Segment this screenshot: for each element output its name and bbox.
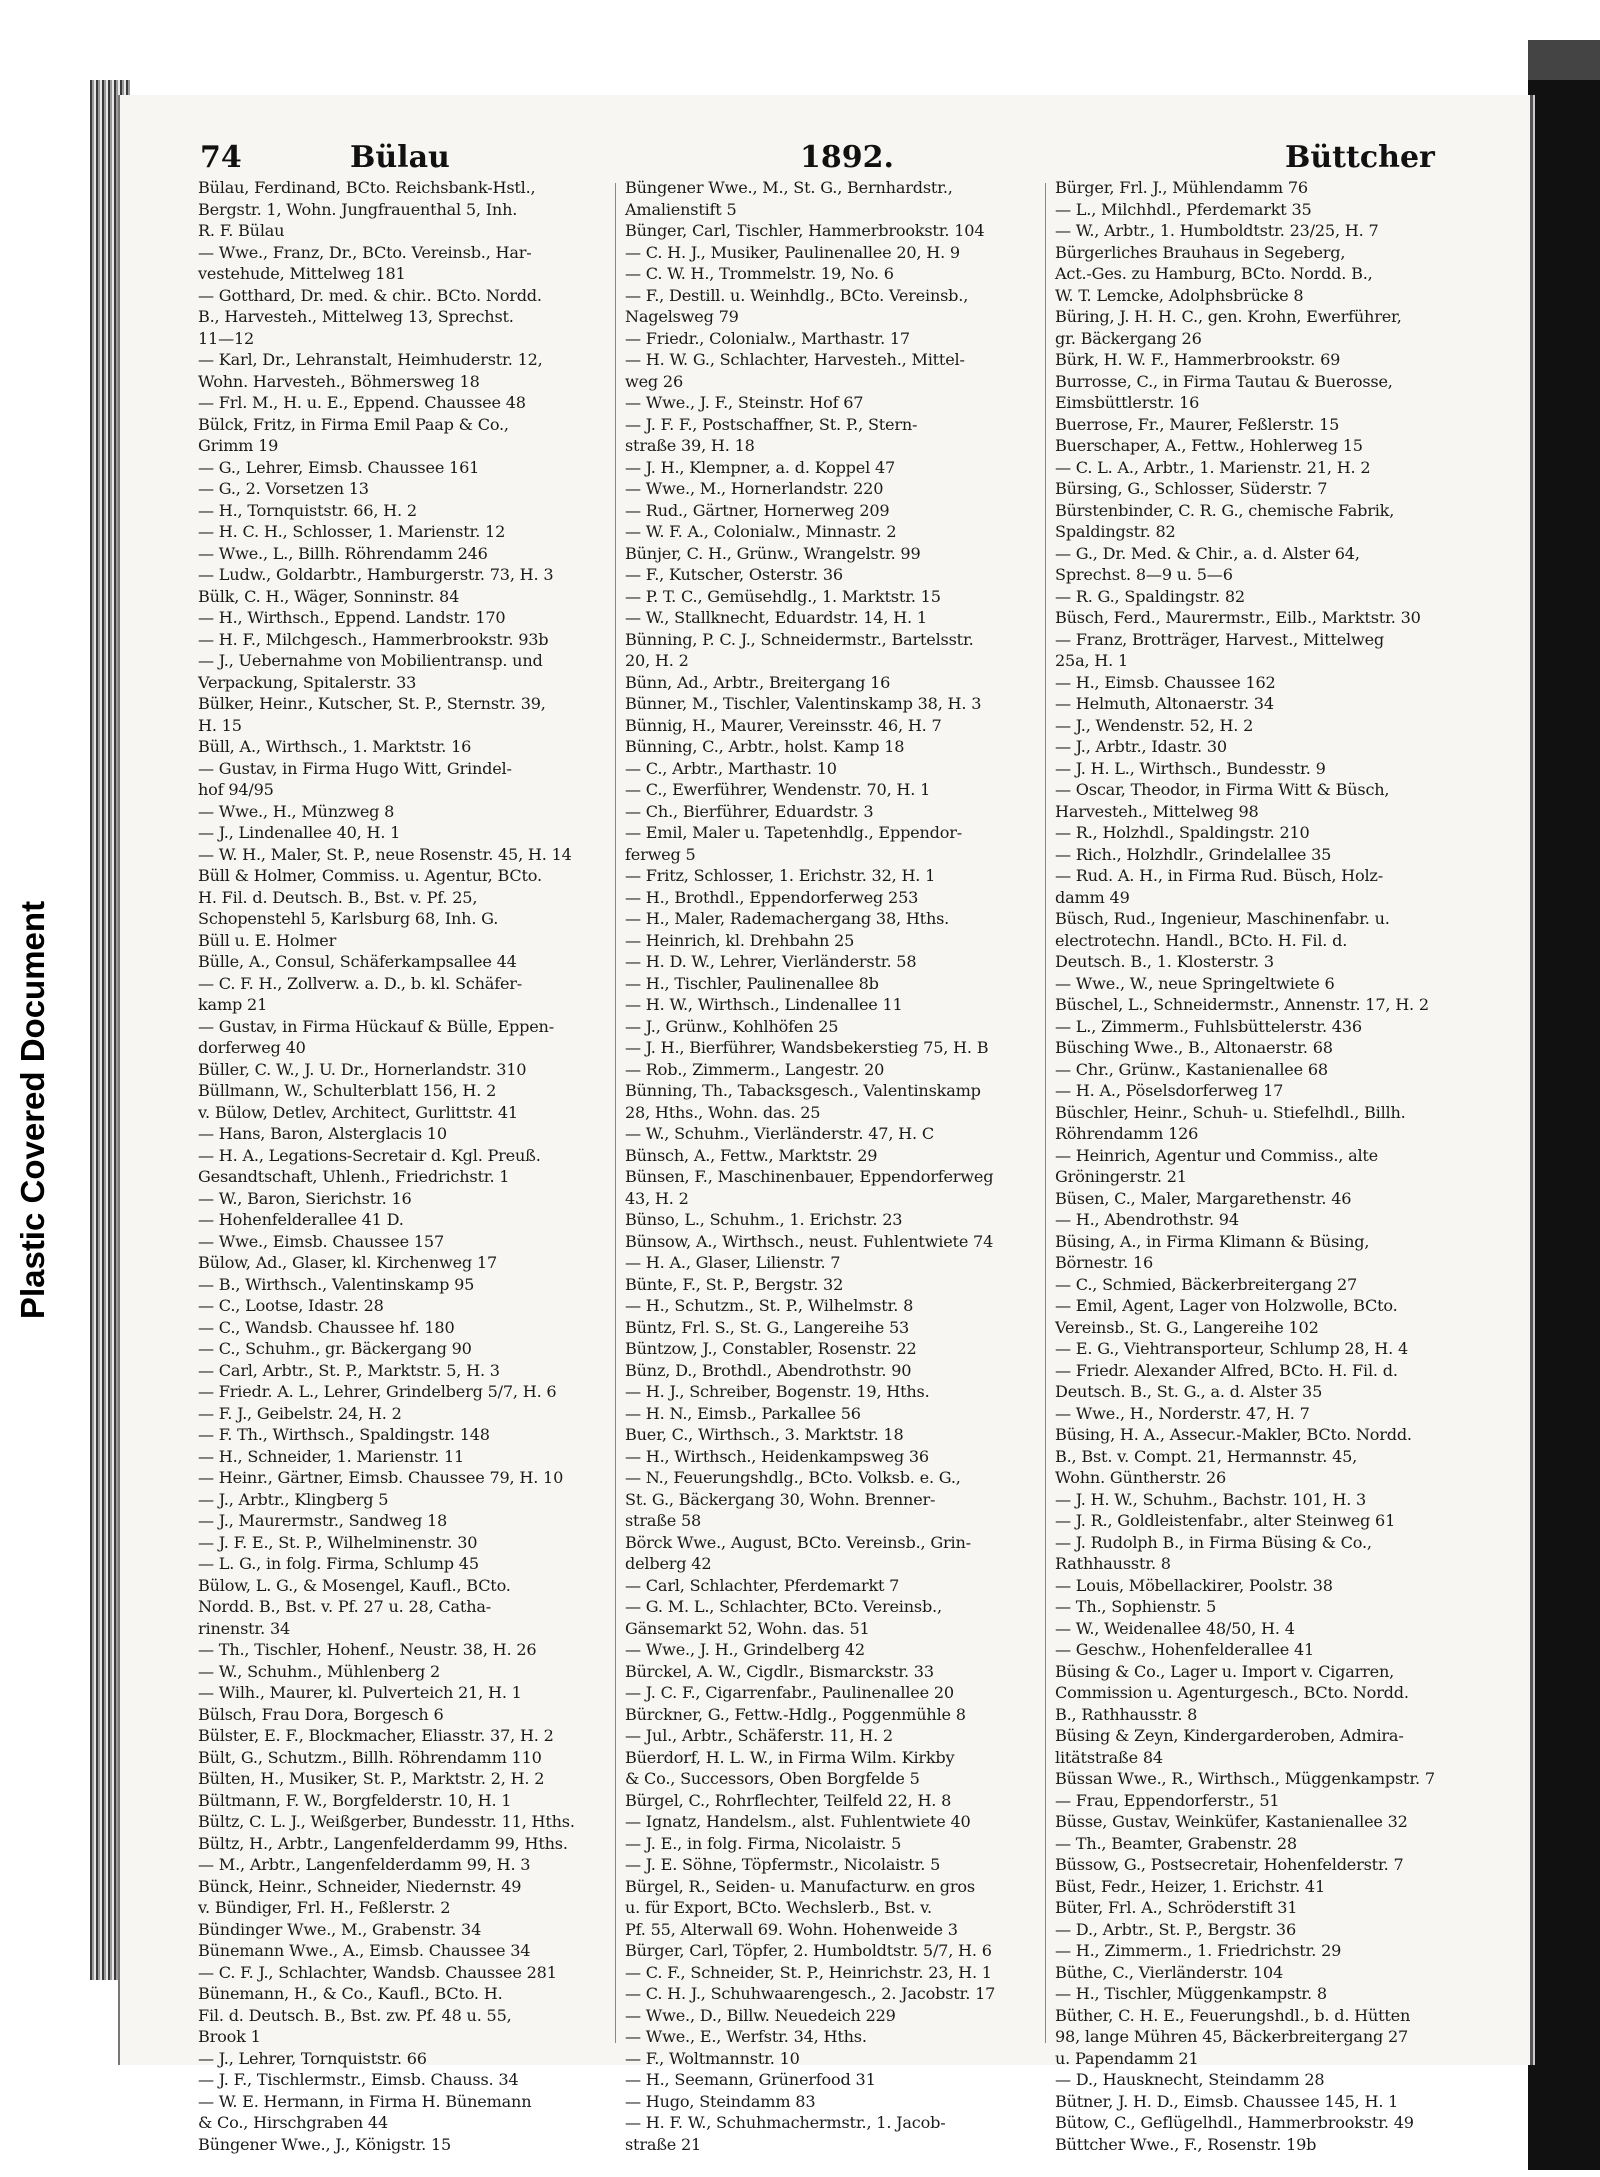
directory-line: Spaldingstr. 82	[1055, 522, 1176, 541]
directory-line: Börck Wwe., August, BCto. Vereinsb., Grin-	[625, 1532, 971, 1552]
directory-line: — Wwe., W., neue Springeltwiete 6	[1055, 973, 1335, 993]
directory-line: — Th., Beamter, Grabenstr. 28	[1055, 1833, 1297, 1853]
side-label: Plastic Covered Document	[14, 900, 51, 1320]
directory-line: — Wwe., Franz, Dr., BCto. Vereinsb., Har-	[198, 242, 532, 262]
directory-line: — F., Kutscher, Osterstr. 36	[625, 565, 843, 584]
directory-line: rinenstr. 34	[198, 1618, 291, 1638]
directory-line: — P. T. C., Gemüsehdlg., 1. Marktstr. 15	[625, 586, 941, 606]
directory-line: Bürk, H. W. F., Hammerbrookstr. 69	[1055, 350, 1341, 369]
directory-line: H. 15	[198, 715, 242, 735]
directory-line: & Co., Hirschgraben 44	[198, 2113, 388, 2132]
directory-line: Bültz, H., Arbtr., Langenfelderdamm 99, Hths.	[198, 1833, 568, 1853]
directory-line: — C. F. H., Zollverw. a. D., b. kl. Schäfer-	[198, 973, 523, 993]
directory-line: Büntz, Frl. S., St. G., Langereihe 53	[625, 1317, 910, 1337]
directory-line: Bünemann Wwe., A., Eimsb. Chaussee 34	[198, 1941, 531, 1960]
directory-line: — D., Hausknecht, Steindamm 28	[1055, 2070, 1325, 2089]
directory-line: — Ch., Bierführer, Eduardstr. 3	[625, 801, 874, 821]
directory-line: 25a, H. 1	[1055, 651, 1129, 670]
directory-line: — Ignatz, Handelsm., alst. Fuhlentwiete 40	[625, 1812, 971, 1831]
directory-line: — J., Arbtr., Idastr. 30	[1055, 737, 1227, 756]
directory-line: — H. J., Schreiber, Bogenstr. 19, Hths.	[625, 1382, 930, 1401]
directory-line: — H. C. H., Schlosser, 1. Marienstr. 12	[198, 522, 506, 541]
directory-line: — C. L. A., Arbtr., 1. Marienstr. 21, H. 2	[1055, 457, 1371, 477]
directory-line: — J. F. F., Postschaffner, St. P., Stern-	[625, 414, 918, 434]
directory-line: — Louis, Möbellackirer, Poolstr. 38	[1055, 1575, 1333, 1595]
directory-line: — J., Lehrer, Tornquiststr. 66	[198, 2048, 427, 2068]
directory-line: Büschler, Heinr., Schuh- u. Stiefelhdl., Billh.	[1055, 1102, 1406, 1122]
directory-line: Bünz, D., Brothdl., Abendrothstr. 90	[625, 1360, 912, 1380]
directory-line: St. G., Bäckergang 30, Wohn. Brenner-	[625, 1489, 936, 1509]
directory-line: Büerdorf, H. L. W., in Firma Wilm. Kirkby	[625, 1747, 955, 1767]
directory-line: Büssan Wwe., R., Wirthsch., Müggenkampstr. 7	[1055, 1769, 1435, 1788]
directory-line: — H., Seemann, Grünerfood 31	[625, 2070, 876, 2089]
directory-line: Gröningerstr. 21	[1055, 1167, 1187, 1186]
directory-line: B., Bst. v. Compt. 21, Hermannstr. 45,	[1055, 1446, 1358, 1466]
directory-line: — Th., Sophienstr. 5	[1055, 1597, 1217, 1616]
directory-line: Büst, Fedr., Heizer, 1. Erichstr. 41	[1055, 1876, 1325, 1896]
directory-line: Eimsbüttlerstr. 16	[1055, 393, 1200, 412]
directory-line: — B., Wirthsch., Valentinskamp 95	[198, 1274, 475, 1294]
header-right-keyword: Büttcher	[1285, 140, 1435, 175]
directory-line: — Ludw., Goldarbtr., Hamburgerstr. 73, H. 3	[198, 565, 554, 584]
directory-line: — H., Tornquiststr. 66, H. 2	[198, 500, 417, 520]
directory-line: Bürsing, G., Schlosser, Süderstr. 7	[1055, 479, 1328, 498]
directory-line: Bülten, H., Musiker, St. P., Marktstr. 2, H. 2	[198, 1769, 545, 1788]
directory-line: vestehude, Mittelweg 181	[198, 264, 406, 283]
directory-line: damm 49	[1055, 887, 1130, 907]
directory-line: — C., Arbtr., Marthastr. 10	[625, 758, 837, 778]
directory-line: Büll u. E. Holmer	[198, 930, 337, 950]
directory-line: — Heinrich, Agentur und Commiss., alte	[1055, 1145, 1379, 1165]
directory-line: Sprechst. 8—9 u. 5—6	[1055, 565, 1233, 584]
directory-line: — J., Uebernahme von Mobilientransp. und	[198, 651, 543, 670]
directory-line: Act.-Ges. zu Hamburg, BCto. Nordd. B.,	[1055, 264, 1373, 283]
directory-line: Bünjer, C. H., Grünw., Wrangelstr. 99	[625, 543, 921, 563]
directory-line: 43, H. 2	[625, 1188, 689, 1208]
directory-line: Büsing & Zeyn, Kindergarderoben, Admira-	[1055, 1726, 1404, 1745]
directory-line: Büngener Wwe., J., Königstr. 15	[198, 2134, 452, 2154]
directory-line: — H., Tischler, Paulinenallee 8b	[625, 973, 879, 993]
directory-line: — G., 2. Vorsetzen 13	[198, 479, 369, 498]
directory-line: — Gustav, in Firma Hugo Witt, Grindel-	[198, 758, 512, 778]
directory-line: Bünte, F., St. P., Bergstr. 32	[625, 1274, 844, 1294]
directory-line: — J. H., Bierführer, Wandsbekerstieg 75, H. B	[625, 1038, 989, 1057]
directory-line: — W., Schuhm., Vierländerstr. 47, H. C	[625, 1124, 934, 1143]
directory-line: Büschel, L., Schneidermstr., Annenstr. 17, H. 2	[1055, 995, 1429, 1014]
directory-line: Burrosse, C., in Firma Tautau & Buerosse,	[1055, 371, 1393, 391]
directory-line: Büter, Frl. A., Schröderstift 31	[1055, 1898, 1298, 1917]
directory-line: v. Bündiger, Frl. H., Feßlerstr. 2	[198, 1898, 451, 1917]
directory-line: Bürckner, G., Fettw.-Hdlg., Poggenmühle 8	[625, 1704, 966, 1724]
directory-line: Büther, C. H. E., Feuerungshdl., b. d. Hütten	[1055, 2005, 1411, 2025]
directory-line: electrotechn. Handl., BCto. H. Fil. d.	[1055, 930, 1348, 950]
directory-line: — Karl, Dr., Lehranstalt, Heimhuderstr. 12,	[198, 350, 543, 369]
directory-line: Büsen, C., Maler, Margarethenstr. 46	[1055, 1188, 1352, 1208]
directory-line: Büttcher Wwe., F., Rosenstr. 19b	[1055, 2134, 1317, 2154]
directory-line: — J. R., Goldleistenfabr., alter Steinweg 61	[1055, 1511, 1396, 1530]
directory-line: — Gustav, in Firma Hückauf & Bülle, Eppen-	[198, 1016, 554, 1036]
directory-line: delberg 42	[625, 1554, 712, 1573]
directory-line: Bürstenbinder, C. R. G., chemische Fabrik,	[1055, 500, 1395, 520]
directory-line: — J. H. W., Schuhm., Bachstr. 101, H. 3	[1055, 1489, 1367, 1509]
directory-line: — H. F. W., Schuhmachermstr., 1. Jacob-	[625, 2113, 946, 2132]
directory-line: Gänsemarkt 52, Wohn. das. 51	[625, 1618, 870, 1638]
directory-line: Bülow, L. G., & Mosengel, Kaufl., BCto.	[198, 1575, 511, 1595]
directory-line: Bülle, A., Consul, Schäferkampsallee 44	[198, 952, 517, 971]
directory-line: — J. H., Klempner, a. d. Koppel 47	[625, 457, 896, 477]
directory-line: Büsing, A., in Firma Klimann & Büsing,	[1055, 1231, 1370, 1251]
directory-line: — H. W. G., Schlachter, Harvesteh., Mittel-	[625, 350, 965, 369]
directory-line: — Rud., Gärtner, Hornerweg 209	[625, 500, 890, 520]
directory-line: — Carl, Arbtr., St. P., Marktstr. 5, H. 3	[198, 1360, 500, 1380]
directory-line: — H., Tischler, Müggenkampstr. 8	[1055, 1984, 1327, 2003]
directory-line: Brook 1	[198, 2027, 261, 2046]
directory-line: — H., Brothdl., Eppendorferweg 253	[625, 887, 919, 907]
directory-line: weg 26	[625, 371, 683, 391]
directory-line: — W. E. Hermann, in Firma H. Bünemann	[198, 2091, 532, 2111]
directory-line: — W., Arbtr., 1. Humboldtstr. 23/25, H. 7	[1055, 221, 1379, 240]
directory-line: — Wilh., Maurer, kl. Pulverteich 21, H. 1	[198, 1683, 522, 1702]
directory-line: — Rob., Zimmerm., Langestr. 20	[625, 1059, 885, 1079]
directory-line: Bült, G., Schutzm., Billh. Röhrendamm 110	[198, 1747, 542, 1767]
directory-line: — H. N., Eimsb., Parkallee 56	[625, 1403, 861, 1423]
directory-line: Harvesteh., Mittelweg 98	[1055, 801, 1259, 821]
directory-line: — Heinr., Gärtner, Eimsb. Chaussee 79, H. 10	[198, 1468, 564, 1487]
directory-line: v. Bülow, Detlev, Architect, Gurlittstr. 41	[198, 1102, 518, 1122]
directory-line: — R., Holzhdl., Spaldingstr. 210	[1055, 823, 1310, 842]
directory-line: Büll & Holmer, Commiss. u. Agentur, BCto.	[198, 866, 542, 885]
directory-line: — J. F. E., St. P., Wilhelminenstr. 30	[198, 1532, 478, 1552]
directory-line: Bünsow, A., Wirthsch., neust. Fuhlentwiete 74	[625, 1231, 994, 1251]
directory-line: Amalienstift 5	[625, 199, 737, 219]
directory-line: — C. H. J., Schuhwaarengesch., 2. Jacobstr. 17	[625, 1984, 996, 2003]
directory-line: Büsse, Gustav, Weinküfer, Kastanienallee 32	[1055, 1812, 1408, 1831]
directory-line: Buerschaper, A., Fettw., Hohlerweg 15	[1055, 436, 1363, 455]
directory-line: Bünger, Carl, Tischler, Hammerbrookstr. 104	[625, 221, 985, 240]
directory-line: — Rud. A. H., in Firma Rud. Büsch, Holz-	[1055, 866, 1383, 885]
directory-line: — J. E., in folg. Firma, Nicolaistr. 5	[625, 1833, 902, 1853]
directory-line: H. Fil. d. Deutsch. B., Bst. v. Pf. 25,	[198, 887, 478, 907]
directory-line: — H. A., Glaser, Lilienstr. 7	[625, 1253, 841, 1272]
directory-line: — Friedr. A. L., Lehrer, Grindelberg 5/7, H. 6	[198, 1382, 557, 1401]
directory-line: — C., Wandsb. Chaussee hf. 180	[198, 1317, 455, 1337]
directory-line: Bünning, C., Arbtr., holst. Kamp 18	[625, 737, 905, 756]
directory-line: Commission u. Agenturgesch., BCto. Nordd.	[1055, 1683, 1409, 1702]
page-number: 74	[200, 140, 242, 175]
directory-page	[118, 95, 1533, 2154]
directory-line: — W., Stallknecht, Eduardstr. 14, H. 1	[625, 608, 927, 627]
directory-line: 28, Hths., Wohn. das. 25	[625, 1102, 821, 1122]
directory-line: Bürgel, C., Rohrflechter, Teilfeld 22, H. 8	[625, 1790, 952, 1810]
directory-line: Bünck, Heinr., Schneider, Niedernstr. 49	[198, 1876, 522, 1896]
directory-line: Fil. d. Deutsch. B., Bst. zw. Pf. 48 u. 55,	[198, 2005, 512, 2025]
directory-line: — Wwe., D., Billw. Neuedeich 229	[625, 2005, 896, 2025]
directory-line: Bültmann, F. W., Borgfelderstr. 10, H. 1	[198, 1790, 512, 1810]
directory-line: — H., Wirthsch., Eppend. Landstr. 170	[198, 608, 506, 627]
directory-line: — Emil, Agent, Lager von Holzwolle, BCto.	[1055, 1296, 1398, 1315]
directory-line: — Franz, Brotträger, Harvest., Mittelweg	[1055, 629, 1385, 649]
directory-line: — F. J., Geibelstr. 24, H. 2	[198, 1403, 402, 1423]
directory-line: — M., Arbtr., Langenfelderdamm 99, H. 3	[198, 1855, 531, 1874]
directory-line: u. für Export, BCto. Wechslerb., Bst. v.	[625, 1898, 932, 1917]
directory-line: — Heinrich, kl. Drehbahn 25	[625, 930, 855, 950]
directory-line: — Friedr., Colonialw., Marthastr. 17	[625, 328, 910, 348]
directory-line: Büsch, Rud., Ingenieur, Maschinenfabr. u.	[1055, 909, 1390, 928]
directory-line: — W., Schuhm., Mühlenberg 2	[198, 1661, 441, 1681]
directory-line: Bünsen, F., Maschinenbauer, Eppendorferweg	[625, 1167, 994, 1186]
directory-line: — H., Schneider, 1. Marienstr. 11	[198, 1446, 465, 1466]
directory-line: Bünsch, A., Fettw., Marktstr. 29	[625, 1145, 878, 1165]
directory-line: — H., Maler, Rademachergang 38, Hths.	[625, 909, 950, 928]
directory-line: Bülk, C. H., Wäger, Sonninstr. 84	[198, 586, 460, 606]
directory-line: hof 94/95	[198, 780, 274, 799]
directory-line: u. Papendamm 21	[1055, 2048, 1199, 2068]
directory-line: Bültz, C. L. J., Weißgerber, Bundesstr. 11, Hths.	[198, 1812, 575, 1831]
directory-line: Gesandtschaft, Uhlenh., Friedrichstr. 1	[198, 1167, 510, 1186]
directory-line: — J. H. L., Wirthsch., Bundesstr. 9	[1055, 758, 1326, 778]
directory-line: — Wwe., J. H., Grindelberg 42	[625, 1640, 865, 1659]
directory-line: — L., Zimmerm., Fuhlsbüttelerstr. 436	[1055, 1016, 1362, 1036]
directory-line: — H., Zimmerm., 1. Friedrichstr. 29	[1055, 1941, 1342, 1960]
column-divider	[1045, 183, 1046, 2043]
directory-line: — W. H., Maler, St. P., neue Rosenstr. 45, H. 14	[198, 844, 572, 864]
directory-line: Grimm 19	[198, 436, 279, 455]
directory-line: straße 58	[625, 1511, 702, 1530]
column-2	[625, 177, 1025, 2154]
directory-line: Bütow, C., Geflügelhdl., Hammerbrookstr. 49	[1055, 2113, 1414, 2132]
directory-line: Deutsch. B., St. G., a. d. Alster 35	[1055, 1382, 1323, 1401]
directory-line: — H., Eimsb. Chaussee 162	[1055, 672, 1276, 692]
column-1	[198, 177, 598, 2154]
directory-line: Schopenstehl 5, Karlsburg 68, Inh. G.	[198, 909, 499, 928]
directory-line: — W., Baron, Sierichstr. 16	[198, 1188, 412, 1208]
directory-line: B., Harvesteh., Mittelweg 13, Sprechst.	[198, 307, 514, 326]
directory-line: — G., Lehrer, Eimsb. Chaussee 161	[198, 457, 480, 477]
directory-line: — Hugo, Steindamm 83	[625, 2091, 816, 2111]
directory-line: Bürger, Frl. J., Mühlendamm 76	[1055, 178, 1308, 197]
directory-line: — J. E. Söhne, Töpfermstr., Nicolaistr. 5	[625, 1855, 941, 1874]
directory-line: — H. D. W., Lehrer, Vierländerstr. 58	[625, 952, 917, 971]
directory-line: — Wwe., L., Billh. Röhrendamm 246	[198, 543, 488, 563]
column-divider	[615, 183, 616, 2043]
directory-line: straße 39, H. 18	[625, 436, 755, 455]
directory-line: — Rich., Holzhdlr., Grindelallee 35	[1055, 844, 1332, 864]
directory-line: Büller, C. W., J. U. Dr., Hornerlandstr. 310	[198, 1059, 527, 1079]
directory-line: — H. F., Milchgesch., Hammerbrookstr. 93b	[198, 629, 549, 649]
directory-line: — C. F., Schneider, St. P., Heinrichstr. 23, H. 1	[625, 1962, 992, 1982]
directory-line: Bürger, Carl, Töpfer, 2. Humboldtstr. 5/7, H. 6	[625, 1941, 992, 1960]
directory-line: — Wwe., M., Hornerlandstr. 220	[625, 479, 884, 498]
directory-line: — H. A., Legations-Secretair d. Kgl. Preuß.	[198, 1145, 541, 1165]
header-year: 1892.	[800, 140, 894, 175]
directory-line: Büllmann, W., Schulterblatt 156, H. 2	[198, 1081, 497, 1100]
directory-line: ferweg 5	[625, 844, 696, 864]
directory-line: — J. Rudolph B., in Firma Büsing & Co.,	[1055, 1532, 1372, 1552]
directory-line: Röhrendamm 126	[1055, 1124, 1199, 1143]
directory-line: — Emil, Maler u. Tapetenhdlg., Eppendor-	[625, 823, 962, 842]
directory-line: straße 21	[625, 2134, 702, 2154]
directory-line: Nagelsweg 79	[625, 307, 739, 326]
directory-line: — Wwe., E., Werfstr. 34, Hths.	[625, 2027, 867, 2046]
directory-line: — D., Arbtr., St. P., Bergstr. 36	[1055, 1919, 1296, 1939]
directory-line: litätstraße 84	[1055, 1747, 1163, 1767]
directory-line: Bürckel, A. W., Cigdlr., Bismarckstr. 33	[625, 1661, 934, 1681]
directory-line: Bünn, Ad., Arbtr., Breitergang 16	[625, 672, 891, 692]
directory-line: Bülster, E. F., Blockmacher, Eliasstr. 37, H. 2	[198, 1726, 554, 1745]
directory-line: — H. A., Pöselsdorferweg 17	[1055, 1081, 1284, 1100]
directory-line: — G. M. L., Schlachter, BCto. Vereinsb.,	[625, 1597, 942, 1616]
directory-line: — J., Maurermstr., Sandweg 18	[198, 1511, 448, 1530]
directory-line: — C. W. H., Trommelstr. 19, No. 6	[625, 264, 894, 283]
directory-line: dorferweg 40	[198, 1038, 306, 1057]
directory-line: Bütner, J. H. D., Eimsb. Chaussee 145, H. 1	[1055, 2091, 1399, 2111]
directory-line: Büsching Wwe., B., Altonaerstr. 68	[1055, 1038, 1333, 1057]
directory-line: Bürgerliches Brauhaus in Segeberg,	[1055, 242, 1346, 262]
directory-line: — Wwe., H., Norderstr. 47, H. 7	[1055, 1403, 1310, 1423]
directory-line: — J., Grünw., Kohlhöfen 25	[625, 1016, 839, 1036]
directory-line: — N., Feuerungshdlg., BCto. Volksb. e. G.,	[625, 1468, 961, 1487]
directory-line: gr. Bäckergang 26	[1055, 328, 1202, 348]
directory-line: Bünner, M., Tischler, Valentinskamp 38, H. 3	[625, 694, 982, 713]
directory-line: Buerrose, Fr., Maurer, Feßlerstr. 15	[1055, 414, 1340, 434]
directory-line: Bülow, Ad., Glaser, kl. Kirchenweg 17	[198, 1253, 497, 1272]
directory-line: — C., Lootse, Idastr. 28	[198, 1296, 384, 1315]
directory-line: — Jul., Arbtr., Schäferstr. 11, H. 2	[625, 1726, 893, 1745]
directory-line: — Wwe., H., Münzweg 8	[198, 801, 395, 821]
directory-line: W. T. Lemcke, Adolphsbrücke 8	[1055, 285, 1304, 305]
directory-line: — Wwe., J. F., Steinstr. Hof 67	[625, 393, 864, 412]
directory-line: — H. W., Wirthsch., Lindenallee 11	[625, 995, 903, 1014]
directory-line: — Gotthard, Dr. med. & chir.. BCto. Nordd.	[198, 285, 542, 305]
directory-line: Büntzow, J., Constabler, Rosenstr. 22	[625, 1339, 917, 1358]
column-3	[1055, 177, 1455, 2154]
directory-line: Wohn. Güntherstr. 26	[1055, 1468, 1227, 1487]
directory-line: — Frau, Eppendorferstr., 51	[1055, 1790, 1280, 1810]
directory-line: — Frl. M., H. u. E., Eppend. Chaussee 48	[198, 393, 526, 412]
directory-line: — J., Lindenallee 40, H. 1	[198, 823, 401, 842]
directory-line: — J., Wendenstr. 52, H. 2	[1055, 715, 1254, 735]
directory-line: B., Rathhausstr. 8	[1055, 1704, 1198, 1724]
directory-line: — C., Ewerführer, Wendenstr. 70, H. 1	[625, 780, 931, 799]
directory-line: — W., Weidenallee 48/50, H. 4	[1055, 1618, 1295, 1638]
directory-line: Pf. 55, Alterwall 69. Wohn. Hohenweide 3	[625, 1919, 958, 1939]
directory-line: Vereinsb., St. G., Langereihe 102	[1055, 1317, 1319, 1337]
directory-line: Nordd. B., Bst. v. Pf. 27 u. 28, Catha-	[198, 1597, 491, 1616]
directory-line: Deutsch. B., 1. Klosterstr. 3	[1055, 952, 1274, 971]
directory-line: Büssow, G., Postsecretair, Hohenfelderstr. 7	[1055, 1855, 1404, 1874]
directory-line: — Hohenfelderallee 41 D.	[198, 1210, 404, 1229]
directory-line: Bülau, Ferdinand, BCto. Reichsbank-Hstl.,	[198, 178, 536, 197]
directory-line: Rathhausstr. 8	[1055, 1554, 1171, 1573]
directory-line: — C. F. J., Schlachter, Wandsb. Chaussee 281	[198, 1962, 557, 1982]
directory-line: — C., Schuhm., gr. Bäckergang 90	[198, 1339, 472, 1358]
directory-line: — Fritz, Schlosser, 1. Erichstr. 32, H. 1	[625, 866, 936, 885]
directory-line: Büngener Wwe., M., St. G., Bernhardstr.,	[625, 178, 953, 197]
directory-line: — C. H. J., Musiker, Paulinenallee 20, H. 9	[625, 242, 960, 262]
directory-line: Bülsch, Frau Dora, Borgesch 6	[198, 1704, 444, 1724]
directory-line: Bündinger Wwe., M., Grabenstr. 34	[198, 1919, 482, 1939]
directory-line: — H., Abendrothstr. 94	[1055, 1210, 1239, 1229]
directory-line: Büthe, C., Vierländerstr. 104	[1055, 1962, 1283, 1982]
directory-line: Bülker, Heinr., Kutscher, St. P., Sternstr. 39,	[198, 694, 546, 713]
header-left-keyword: Bülau	[350, 140, 450, 175]
directory-line: Büsing, H. A., Assecur.-Makler, BCto. Nordd.	[1055, 1425, 1412, 1444]
directory-line: — H., Wirthsch., Heidenkampsweg 36	[625, 1446, 929, 1466]
directory-line: — Geschw., Hohenfelderallee 41	[1055, 1640, 1315, 1659]
directory-line: — E. G., Viehtransporteur, Schlump 28, H. 4	[1055, 1339, 1408, 1358]
directory-line: Bünnig, H., Maurer, Vereinsstr. 46, H. 7	[625, 715, 942, 735]
directory-line: 98, lange Mühren 45, Bäckerbreitergang 27	[1055, 2027, 1409, 2046]
directory-line: Bünso, L., Schuhm., 1. Erichstr. 23	[625, 1210, 903, 1229]
directory-line: — Wwe., Eimsb. Chaussee 157	[198, 1231, 444, 1251]
directory-line: — Helmuth, Altonaerstr. 34	[1055, 694, 1274, 713]
directory-line: — Th., Tischler, Hohenf., Neustr. 38, H. 26	[198, 1640, 537, 1659]
directory-line: R. F. Bülau	[198, 221, 285, 240]
directory-line: — J. C. F., Cigarrenfabr., Paulinenallee 20	[625, 1683, 954, 1702]
directory-line: — F., Woltmannstr. 10	[625, 2048, 800, 2068]
directory-line: Wohn. Harvesteh., Böhmersweg 18	[198, 371, 480, 391]
directory-line: Büring, J. H. H. C., gen. Krohn, Ewerführer,	[1055, 307, 1402, 326]
directory-line: 20, H. 2	[625, 651, 689, 670]
directory-line: — G., Dr. Med. & Chir., a. d. Alster 64,	[1055, 543, 1360, 563]
directory-line: Bülck, Fritz, in Firma Emil Paap & Co.,	[198, 414, 509, 434]
directory-line: Büsch, Ferd., Maurermstr., Eilb., Marktstr. 30	[1055, 608, 1421, 627]
directory-line: Buer, C., Wirthsch., 3. Marktstr. 18	[625, 1425, 904, 1444]
directory-line: kamp 21	[198, 995, 268, 1014]
directory-line: — Hans, Baron, Alsterglacis 10	[198, 1124, 447, 1143]
directory-line: Bünning, P. C. J., Schneidermstr., Bartelsstr.	[625, 629, 974, 649]
directory-line: — Oscar, Theodor, in Firma Witt & Büsch,	[1055, 780, 1390, 799]
directory-line: — R. G., Spaldingstr. 82	[1055, 586, 1245, 606]
directory-line: Bergstr. 1, Wohn. Jungfrauenthal 5, Inh.	[198, 199, 518, 219]
directory-line: — J., Arbtr., Klingberg 5	[198, 1489, 389, 1509]
directory-line: — W. F. A., Colonialw., Minnastr. 2	[625, 522, 897, 541]
directory-line: — Friedr. Alexander Alfred, BCto. H. Fil. d.	[1055, 1360, 1398, 1380]
directory-line: 11—12	[198, 328, 255, 348]
directory-line: — F., Destill. u. Weinhdlg., BCto. Vereinsb.,	[625, 285, 969, 305]
directory-line: Bünning, Th., Tabacksgesch., Valentinskamp	[625, 1081, 981, 1100]
directory-line: — J. F., Tischlermstr., Eimsb. Chauss. 34	[198, 2070, 519, 2089]
directory-line: — Carl, Schlachter, Pferdemarkt 7	[625, 1575, 900, 1595]
directory-line: — H., Schutzm., St. P., Wilhelmstr. 8	[625, 1296, 914, 1315]
directory-line: — C., Schmied, Bäckerbreitergang 27	[1055, 1274, 1358, 1294]
directory-line: Börnestr. 16	[1055, 1253, 1154, 1272]
directory-line: — L. G., in folg. Firma, Schlump 45	[198, 1554, 479, 1573]
directory-line: — L., Milchhdl., Pferdemarkt 35	[1055, 199, 1312, 219]
directory-line: Bürgel, R., Seiden- u. Manufacturw. en gros	[625, 1876, 975, 1896]
directory-line: Büll, A., Wirthsch., 1. Marktstr. 16	[198, 737, 472, 756]
directory-line: Bünemann, H., & Co., Kaufl., BCto. H.	[198, 1984, 503, 2003]
dark-border-right	[1528, 40, 1600, 2170]
directory-line: Büsing & Co., Lager u. Import v. Cigarren,	[1055, 1661, 1395, 1681]
directory-line: — Chr., Grünw., Kastanienallee 68	[1055, 1059, 1328, 1079]
directory-line: — F. Th., Wirthsch., Spaldingstr. 148	[198, 1425, 490, 1444]
directory-line: Verpackung, Spitalerstr. 33	[198, 672, 417, 692]
directory-line: & Co., Successors, Oben Borgfelde 5	[625, 1769, 920, 1788]
